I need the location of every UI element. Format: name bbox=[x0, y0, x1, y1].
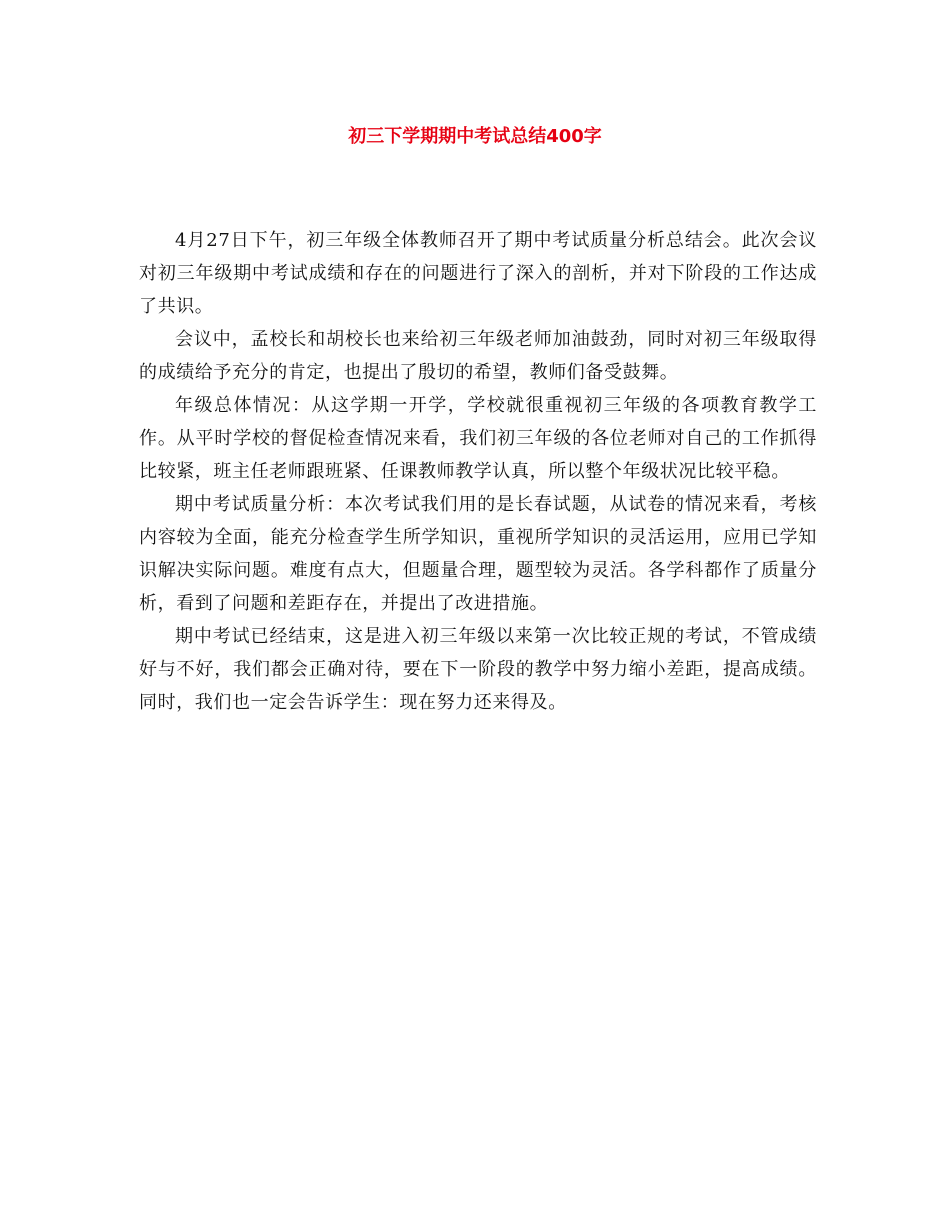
paragraph-meeting-summary: 4月27日下午，初三年级全体教师召开了期中考试质量分析总结会。此次会议对初三年级期中考试成绩和存在的问题进行了深入的剖析，并对下阶段的工作达成了共识。 bbox=[139, 230, 817, 317]
document-title: 初三下学期期中考试总结400字 bbox=[348, 126, 602, 147]
paragraph-exam-quality-analysis: 期中考试质量分析：本次考试我们用的是长春试题，从试卷的情况来看，考核内容较为全面，能充分检查学生所学知识，重视所学知识的灵活运用，应用已学知识解决实际问题。难度有点大，但题量合理，题型较为灵活。各学科都作了质量分析，看到了问题和差距存在，并提出了改进措施。 bbox=[139, 494, 817, 614]
paragraph-grade-overview: 年级总体情况：从这学期一开学，学校就很重视初三年级的各项教育教学工作。从平时学校的督促检查情况来看，我们初三年级的各位老师对自己的工作抓得比较紧，班主任老师跟班紧、任课教师教学认真，所以整个年级状况比较平稳。 bbox=[139, 395, 817, 482]
paragraph-conclusion: 期中考试已经结束，这是进入初三年级以来第一次比较正规的考试，不管成绩好与不好，我们都会正确对待，要在下一阶段的教学中努力缩小差距，提高成绩。同时，我们也一定会告诉学生：现在努力还来得及。 bbox=[139, 626, 817, 713]
paragraph-principals-encouragement: 会议中，孟校长和胡校长也来给初三年级老师加油鼓劲，同时对初三年级取得的成绩给予充分的肯定，也提出了殷切的希望，教师们备受鼓舞。 bbox=[139, 329, 817, 383]
document-body bbox=[139, 224, 817, 719]
